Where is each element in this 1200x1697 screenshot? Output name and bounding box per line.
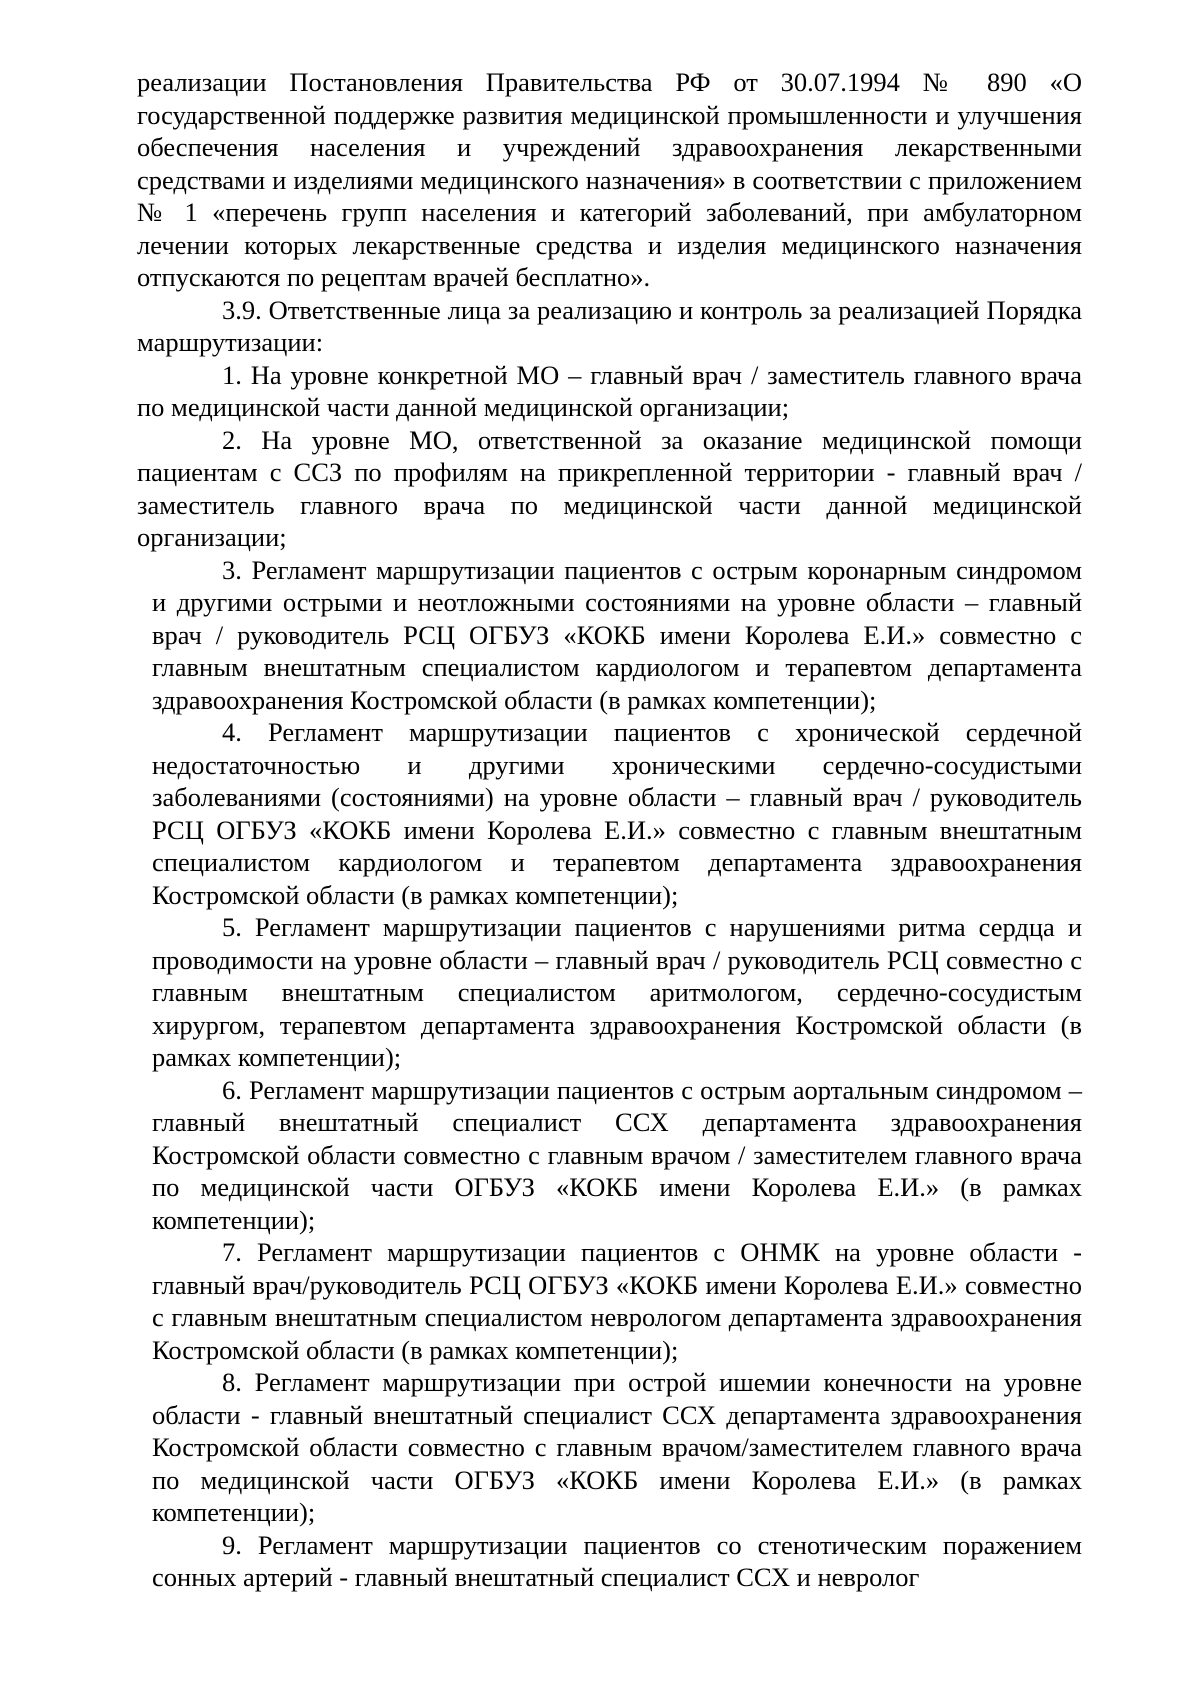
- list-item-6: 6. Регламент маршрутизации пациентов с острым аортальным синдромом – главный внештатный специалист ССХ департамента здравоохранения Костромской области совместно с главным врачом / заместителем главного врача по медицинской части ОГБУЗ «КОКБ имени Королева Е.И.» (в рамках компетенции);: [152, 1074, 1082, 1235]
- list-item-3: 3. Регламент маршрутизации пациентов с острым коронарным синдромом и другими острыми и неотложными состояниями на уровне области – главный врач / руководитель РСЦ ОГБУЗ «КОКБ имени Королева Е.И.» совместно с главным внештатным специалистом кардиологом и терапевтом департамента здравоохранения Костромской области (в рамках компетенции);: [152, 554, 1082, 715]
- document-page: [137, 66, 1082, 1594]
- list-item-7: 7. Регламент маршрутизации пациентов с ОНМК на уровне области - главный врач/руководитель РСЦ ОГБУЗ «КОКБ имени Королева Е.И.» совместно с главным внештатным специалистом неврологом департамента здравоохранения Костромской области (в рамках компетенции);: [152, 1237, 1082, 1365]
- list-item-5: 5. Регламент маршрутизации пациентов с нарушениями ритма сердца и проводимости на уровне области – главный врач / руководитель РСЦ совместно с главным внештатным специалистом аритмологом, сердечно-сосудистым хирургом, терапевтом департамента здравоохранения Костромской области (в рамках компетенции);: [152, 912, 1082, 1072]
- list-item-2: 2. На уровне МО, ответственной за оказание медицинской помощи пациентам с ССЗ по профилям на прикрепленной территории - главный врач / заместитель главного врача по медицинской части данной медицинской организации;: [137, 424, 1082, 552]
- list-item-9: 9. Регламент маршрутизации пациентов со стенотическим поражением сонных артерий - главный внештатный специалист ССХ и невролог: [152, 1529, 1082, 1592]
- paragraph-section-3-9: 3.9. Ответственные лица за реализацию и контроль за реализацией Порядка маршрутизации:: [137, 294, 1082, 357]
- list-item-1: 1. На уровне конкретной МО – главный врач / заместитель главного врача по медицинской части данной медицинской организации;: [137, 359, 1082, 422]
- list-item-8: 8. Регламент маршрутизации при острой ишемии конечности на уровне области - главный внештатный специалист ССХ департамента здравоохранения Костромской области совместно с главным врачом/заместителем главного врача по медицинской части ОГБУЗ «КОКБ имени Королева Е.И.» (в рамках компетенции);: [152, 1367, 1082, 1527]
- list-item-4: 4. Регламент маршрутизации пациентов с хронической сердечной недостаточностью и другими хроническими сердечно-сосудистыми заболеваниями (состояниями) на уровне области – главный врач / руководитель РСЦ ОГБУЗ «КОКБ имени Королева Е.И.» совместно с главным внештатным специалистом кардиологом и терапевтом департамента здравоохранения Костромской области (в рамках компетенции);: [152, 717, 1082, 910]
- paragraph-continuation: реализации Постановления Правительства РФ от 30.07.1994 № 890 «О государственной поддержке развития медицинской промышленности и улучшения обеспечения населения и учреждений здравоохранения лекарственными средствами и изделиями медицинского назначения» в соответствии с приложением № 1 «перечень групп населения и категорий заболеваний, при амбулаторном лечении которых лекарственные средства и изделия медицинского назначения отпускаются по рецептам врачей бесплатно».: [137, 67, 1082, 292]
